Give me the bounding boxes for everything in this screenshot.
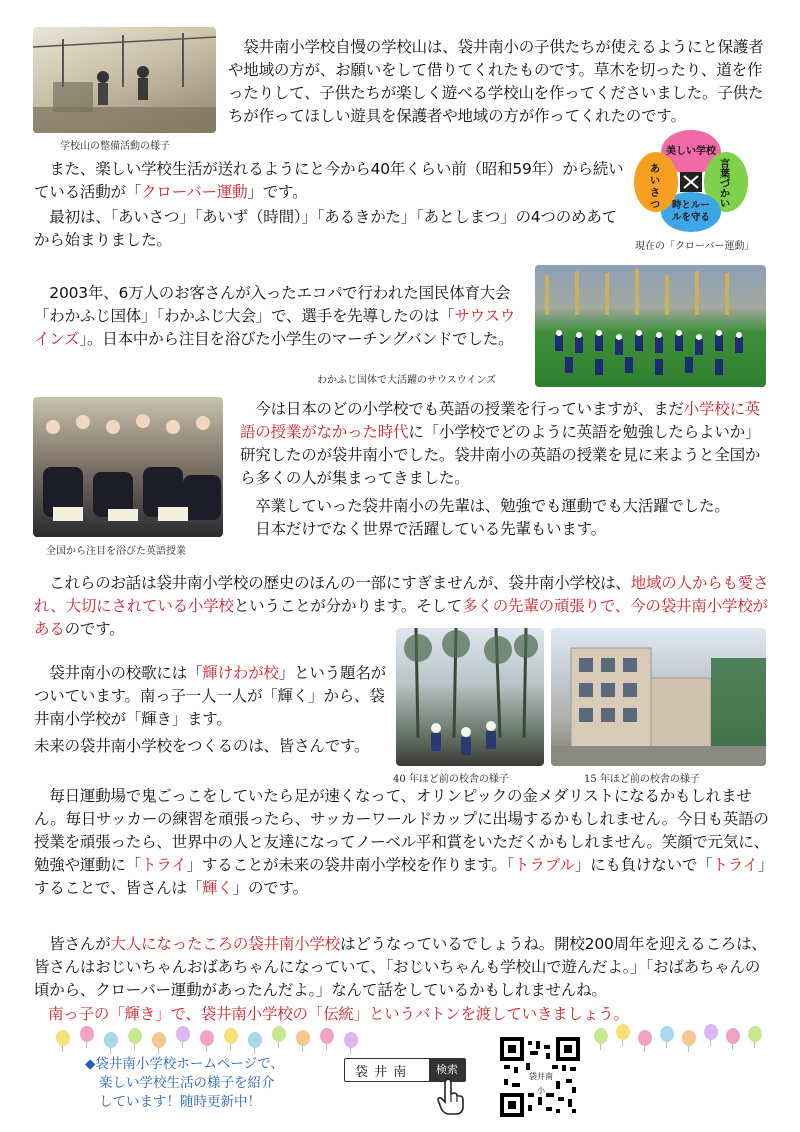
future-highlight-trouble: トラブル xyxy=(514,856,575,874)
english-caption: 全国から注目を浴びた英語授業 xyxy=(46,546,186,557)
balloon-icon xyxy=(80,1026,94,1042)
closing-text-a: 皆さんが xyxy=(34,935,111,953)
balloon-icon xyxy=(320,1028,334,1044)
balloon-icon xyxy=(748,1026,762,1042)
school-mountain-text: 袋井南小学校自慢の学校山は、袋井南小の子供たちが使えるようにと保護者や地域の方が、お願いをして借りてくれたものです。草木を切ったり、道を作ったりして、子供たちが楽しく遊べる学校山を作ってくださいました。子供たちが作ってほしい遊具を保護者や地域の方が作ってくれたのです。 xyxy=(228,38,764,125)
history-text-a: これらのお話は袋井南小学校の歴史のほんの一部にすぎませんが、袋井南小学校は、 xyxy=(34,574,631,592)
balloon-icon xyxy=(56,1030,70,1046)
english-text xyxy=(240,398,768,490)
balloon-icon xyxy=(682,1030,696,1046)
future-text-b: 」することが未来の袋井南小学校を作ります。「 xyxy=(186,856,515,874)
english-paragraph-2: 卒業していった袋井南小の先輩は、勉強でも運動でも大活躍でした。 xyxy=(240,497,730,515)
balloon-icon xyxy=(344,1032,358,1048)
school-building-photo xyxy=(551,628,766,766)
clover-text-a: また、楽しい学校生活が送れるようにと今から40年くらい前（昭和59年）から続いている活動が「 xyxy=(34,160,624,201)
qr-center-label: 袋井南小 xyxy=(526,1070,556,1084)
balloon-icon xyxy=(104,1032,118,1048)
clover-leaf-right: 言葉づかい xyxy=(720,159,730,210)
clover-leaf-top: 美しい学校 xyxy=(666,146,716,157)
school-15-caption: 15 年ほど前の校舎の様子 xyxy=(584,774,700,785)
band-text-a: 2003年、6万人のお客さんが入ったエコパで行われた国民体育大会「わかふじ国体」「わかふじ大会」で、選手を先導したのは「 xyxy=(34,284,511,325)
balloon-icon xyxy=(128,1028,142,1044)
clover-caption: 現在の「クローバー運動」 xyxy=(635,241,755,252)
balloons-left xyxy=(56,1026,386,1052)
clover-highlight: クローバー運動 xyxy=(141,183,248,201)
footer-line-3: しています！随時更新中！ xyxy=(99,1094,261,1110)
clover-leaf-bottom: 時とルールを守る xyxy=(671,200,710,223)
balloon-icon xyxy=(660,1026,674,1042)
balloon-icon xyxy=(248,1032,262,1048)
footer-line-1: ◆袋井南小学校ホームページで、 xyxy=(85,1056,284,1072)
qr-code[interactable] xyxy=(500,1037,580,1117)
clover-paragraph-2: 最初は、「あいさつ」「あいず（時間）」「あるきかた」「あとしまつ」の4つのめあてから始まりました。 xyxy=(34,208,617,249)
old-school-photo xyxy=(396,628,544,766)
future-text-c: 」にも負けないで「 xyxy=(574,856,713,874)
clover-leaf-left: あいさつ xyxy=(650,164,660,211)
clover-paragraph-1 xyxy=(34,158,629,204)
band-photo xyxy=(535,265,766,387)
english-highlight: 小学校に英語の授業がなかった時代 xyxy=(240,400,761,441)
future-text xyxy=(34,785,769,900)
balloon-icon xyxy=(272,1026,286,1042)
closing-highlight: 大人になったころの袋井南小学校 xyxy=(110,935,341,953)
balloon-icon xyxy=(200,1030,214,1046)
future-highlight-shine: 輝く xyxy=(202,879,233,897)
balloon-icon xyxy=(726,1028,740,1044)
school-mountain-caption: 学校山の整備活動の様子 xyxy=(60,141,170,152)
clover-diagram xyxy=(632,128,750,233)
band-text xyxy=(34,282,516,351)
closing-text-b: はどうなっているでしょうね。開校200周年を迎えるころは、皆さんはおじいちゃんおばあちゃんになっていて、「おじいちゃんも学校山で遊んだよ。」「おばあちゃんの頃から、クローバー運動があったんだよ。」なんて話をしているかもしれませんね。 xyxy=(34,935,767,999)
balloon-icon xyxy=(616,1024,630,1040)
song-highlight: 輝けわが校 xyxy=(202,664,279,682)
english-text-a: 今は日本のどの小学校でも英語の授業を行っていますが、まだ xyxy=(240,400,684,418)
history-text-b: ということが分かります。そして xyxy=(233,597,463,615)
balloon-icon xyxy=(638,1030,652,1046)
balloon-icon xyxy=(594,1028,608,1044)
balloon-icon xyxy=(152,1032,166,1048)
song-text-b: 」という題名がついています。南っ子一人一人が「輝く」から、袋井南小学校が「輝き」ます。 xyxy=(34,664,386,728)
future-text-a: 毎日運動場で鬼ごっこをしていたら足が速くなって、オリンピックの金メダリストになるかもしれません。毎日サッカーの練習を頑張ったら、サッカーワールドカップに出場するかもしれません。今日も英語の授業を頑張ったら、世界中の人と友達になってノーベル平和賞をいただくかもしれません。笑顔で元気に、勉強や運動に「 xyxy=(34,787,769,874)
pointer-hand-icon xyxy=(436,1078,466,1116)
clover-text-b: 」です。 xyxy=(247,183,308,201)
closing-text xyxy=(34,933,769,1002)
song-text-a: 袋井南小の校歌には「 xyxy=(34,664,203,682)
band-highlight: サウスウインズ xyxy=(34,307,516,348)
balloon-icon xyxy=(224,1028,238,1044)
balloon-icon xyxy=(704,1024,718,1040)
history-highlight-1: 地域の人からも愛され、大切にされている小学校 xyxy=(34,574,769,615)
band-caption: わかふじ国体で大活躍のサウスウインズ xyxy=(317,375,497,386)
history-text-c: のです。 xyxy=(64,620,125,638)
old-school-caption: 40 年ほど前の校舎の様子 xyxy=(393,774,509,785)
school-mountain-photo xyxy=(33,27,216,133)
future-highlight-try-1: トライ xyxy=(141,856,187,874)
english-class-photo xyxy=(33,397,223,537)
english-text-b: に「小学校でどのように英語を勉強したらよいか」研究したのが袋井南小でした。袋井南小の英語の授業を見に来ようと全国から多くの人が集まってきました。 xyxy=(240,423,761,487)
search-button[interactable]: 検索 xyxy=(429,1059,465,1081)
band-text-b: 」。日本中から注目を浴びた小学生のマーチングバンドでした。 xyxy=(79,330,514,348)
balloon-icon xyxy=(176,1026,190,1042)
song-future-line: 未来の袋井南小学校をつくるのは、皆さんです。 xyxy=(34,737,370,755)
future-highlight-try-2: トライ xyxy=(712,856,758,874)
search-input[interactable]: 袋 井 南 xyxy=(355,1065,408,1080)
history-highlight-2: 多くの先輩の頑張りで、今の袋井南小学校がある xyxy=(34,597,768,638)
balloons-right xyxy=(594,1024,774,1050)
balloon-icon xyxy=(296,1030,310,1046)
future-text-e: 」のです。 xyxy=(232,879,308,897)
song-text xyxy=(34,662,386,731)
footer-line-2: 楽しい学校生活の様子を紹介 xyxy=(99,1075,275,1091)
closing-slogan: 南っ子の「輝き」で、袋井南小学校の「伝統」というバトンを渡していきましょう。 xyxy=(48,1005,629,1023)
footer-homepage-note xyxy=(85,1055,325,1112)
english-paragraph-3: 日本だけでなく世界で活躍している先輩もいます。 xyxy=(240,520,606,538)
future-text-d: 」することで、皆さんは「 xyxy=(34,856,766,897)
